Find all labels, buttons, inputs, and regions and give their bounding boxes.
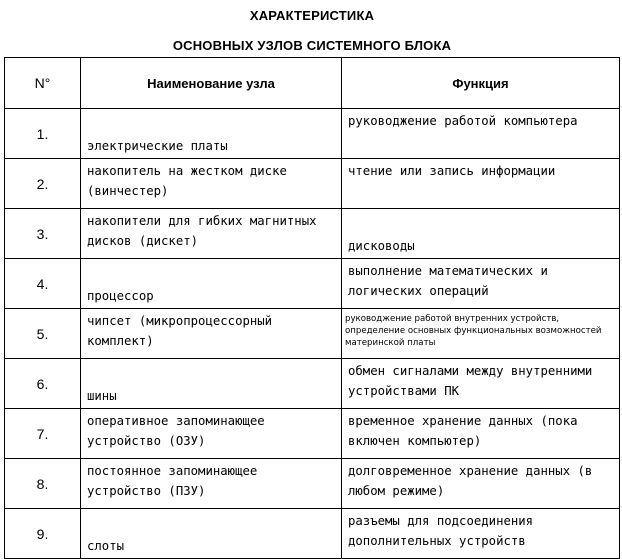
row-function: дисководы [348,239,415,253]
row-name-cell [81,159,342,209]
row-function: разъемы для подсоединения дополнительных устройств [348,514,534,548]
table-row [5,409,620,459]
row-number: 3. [5,209,81,259]
row-name-cell [81,209,342,259]
row-name-cell [81,359,342,409]
row-name: накопитель на жестком диске (винчестер) [87,164,287,198]
row-name: шины [87,389,117,403]
row-number: 4. [5,259,81,309]
row-function-cell [342,309,620,359]
table-row [5,259,620,309]
row-function-cell [342,409,620,459]
row-name-cell [81,259,342,309]
row-number: 2. [5,159,81,209]
table-row [5,109,620,159]
row-function: выполнение математических и логических операций [348,264,548,298]
components-table [4,57,620,559]
row-name-cell [81,309,342,359]
row-name-cell [81,109,342,159]
row-number: 7. [5,409,81,459]
row-number: 6. [5,359,81,409]
row-name: оперативное запоминающее устройство (ОЗУ) [87,414,265,448]
row-function: долговременное хранение данных (в любом режиме) [348,464,593,498]
row-number: 5. [5,309,81,359]
table-row [5,509,620,559]
row-name-cell [81,409,342,459]
row-function-cell [342,509,620,559]
row-name: чипсет (микропроцессорный комплект) [87,314,273,348]
header-function: Функция [342,58,620,109]
table-row [5,159,620,209]
header-name: Наименование узла [81,58,342,109]
table-row [5,359,620,409]
row-function: руководжение работой компьютера [348,114,578,128]
row-function: руководжение работой внутренних устройств, определение основных функциональных возможностей материнской платы [345,314,602,348]
row-function-cell [342,259,620,309]
row-name-cell [81,459,342,509]
row-number: 8. [5,459,81,509]
row-number: 9. [5,509,81,559]
row-function-cell [342,359,620,409]
row-function: обмен сигналами между внутренними устройствами ПК [348,364,593,398]
row-function: временное хранение данных (пока включен компьютер) [348,414,578,448]
row-name: слоты [87,539,125,553]
title-line-1: ХАРАКТЕРИСТИКА [249,8,375,23]
table-row [5,209,620,259]
header-row [5,58,620,109]
row-function: чтение или запись информации [348,164,556,178]
header-num: N° [5,58,81,109]
row-name: электрические платы [87,139,228,153]
row-function-cell [342,159,620,209]
row-name: накопители для гибких магнитных дисков (дискет) [87,214,317,248]
row-name-cell [81,509,342,559]
row-number: 1. [5,109,81,159]
table-row [5,459,620,509]
title-line-2: ОСНОВНЫХ УЗЛОВ СИСТЕМНОГО БЛОКА [172,38,452,53]
table-row [5,309,620,359]
row-name: процессор [87,289,154,303]
row-function-cell [342,459,620,509]
row-function-cell [342,209,620,259]
row-function-cell [342,109,620,159]
row-name: постоянное запоминающее устройство (ПЗУ) [87,464,258,498]
